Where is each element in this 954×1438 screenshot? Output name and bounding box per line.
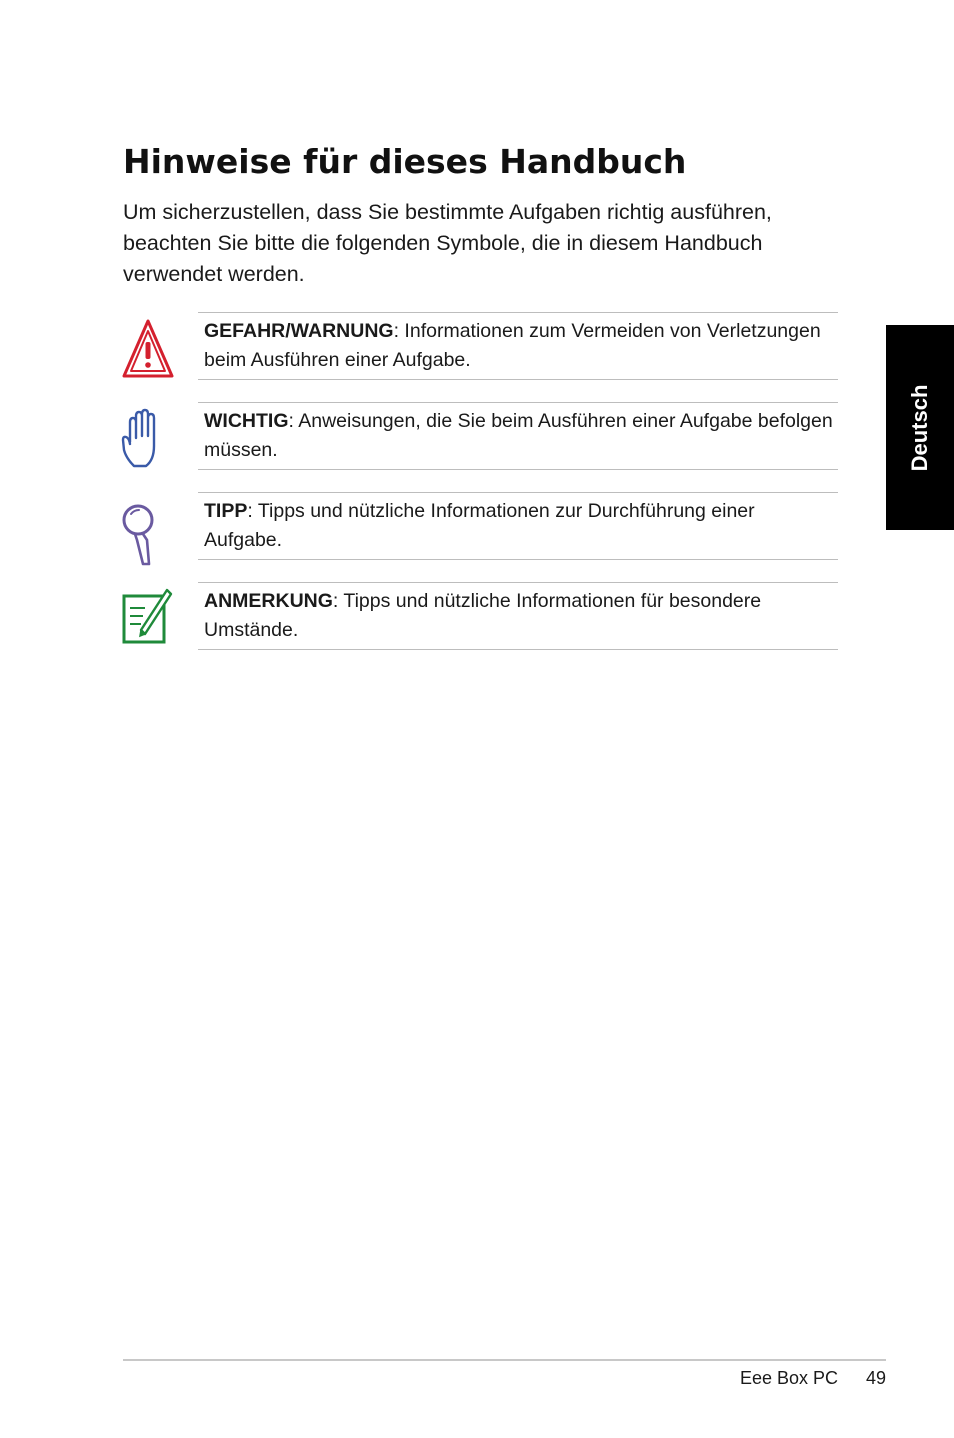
notice-important [198, 402, 838, 470]
magnifier-icon [119, 502, 163, 573]
footer-page-number: 49 [865, 1368, 886, 1388]
notice-warning-text [204, 317, 834, 375]
page-title: Hinweise für dieses Handbuch [123, 142, 687, 181]
notice-tip [198, 492, 838, 560]
notice-note [198, 582, 838, 650]
notice-note-text [204, 587, 834, 645]
notice-tip-text [204, 497, 834, 555]
notice-important-description: : Anweisungen, die Sie beim Ausführen einer Aufgabe befolgen müssen. [204, 410, 833, 461]
note-pencil-icon [121, 586, 173, 651]
language-tab [886, 325, 954, 530]
language-tab-label: Deutsch [907, 384, 932, 471]
notice-important-label: WICHTIG [204, 410, 289, 432]
hand-icon [120, 408, 164, 475]
notice-important-text [204, 407, 834, 465]
notice-warning-label: GEFAHR/WARNUNG [204, 320, 394, 342]
notice-note-description: : Tipps und nützliche Informationen für besondere Umstände. [204, 590, 762, 641]
notice-note-label: ANMERKUNG [204, 590, 333, 612]
footer-product-name: Eee Box PC [739, 1368, 838, 1388]
footer-divider [123, 1359, 886, 1361]
intro-paragraph: Um sicherzustellen, dass Sie bestimmte Aufgaben richtig ausführen, beachten Sie bitte die folgenden Symbole, die in diesem Handbuch verwendet werden. [123, 200, 772, 286]
notice-tip-label: TIPP [204, 500, 248, 522]
notice-tip-description: : Tipps und nützliche Informationen zur Durchführung einer Aufgabe. [204, 500, 755, 551]
warning-triangle-icon [121, 318, 175, 385]
notice-warning [198, 312, 838, 380]
notice-warning-description: : Informationen zum Vermeiden von Verletzungen beim Ausführen einer Aufgabe. [204, 320, 821, 371]
